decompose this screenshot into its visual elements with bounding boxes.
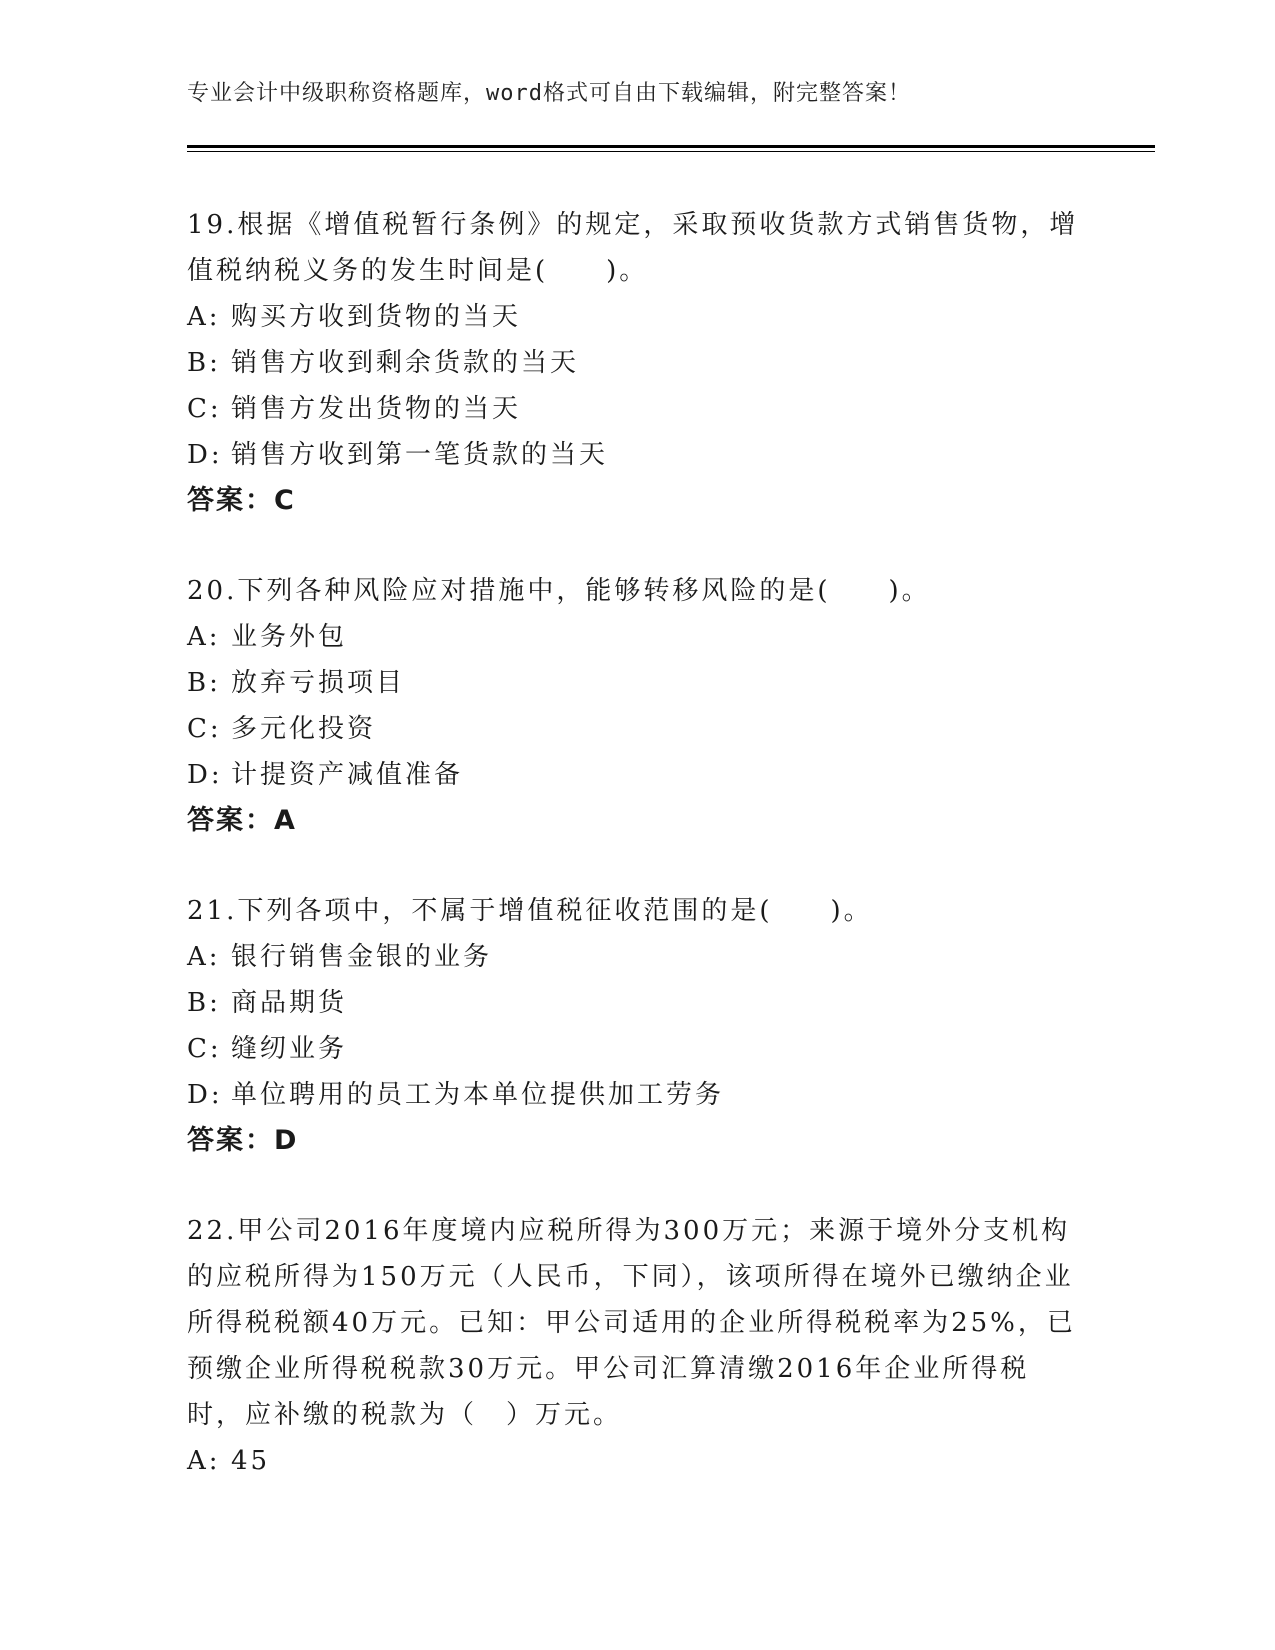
- option-text: 销售方收到第一笔货款的当天: [231, 440, 609, 470]
- option-text: 缝纫业务: [231, 1034, 348, 1064]
- option-text: 商品期货: [231, 988, 348, 1018]
- header-divider-thick: [187, 145, 1155, 148]
- option-letter: B:: [187, 668, 221, 698]
- option-letter: D:: [187, 1080, 223, 1110]
- option-c: [187, 1026, 1087, 1072]
- question-stem: 19.根据《增值税暂行条例》的规定，采取预收货款方式销售货物，增值税纳税义务的发生时间是( )。: [187, 210, 1079, 286]
- question-20: [187, 568, 1087, 844]
- option-text: 单位聘用的员工为本单位提供加工劳务: [231, 1080, 725, 1110]
- option-text: 购买方收到货物的当天: [231, 302, 522, 332]
- answer-label: 答案：A: [187, 805, 297, 836]
- question-19: [187, 202, 1087, 524]
- question-21: [187, 888, 1087, 1164]
- option-text: 45: [231, 1446, 271, 1476]
- option-letter: A:: [187, 622, 221, 652]
- question-22: [187, 1208, 1087, 1484]
- answer-label: 答案：D: [187, 1125, 299, 1156]
- option-letter: A:: [187, 942, 221, 972]
- option-text: 业务外包: [231, 622, 348, 652]
- option-letter: B:: [187, 988, 221, 1018]
- question-stem: 20.下列各种风险应对措施中，能够转移风险的是( )。: [187, 576, 931, 606]
- option-text: 销售方收到剩余货款的当天: [231, 348, 580, 378]
- option-letter: A:: [187, 302, 221, 332]
- option-letter: A:: [187, 1446, 221, 1476]
- option-a: [187, 1438, 1087, 1484]
- option-c: [187, 706, 1087, 752]
- option-d: [187, 432, 1087, 478]
- option-letter: C:: [187, 714, 222, 744]
- option-text: 销售方发出货物的当天: [231, 394, 522, 424]
- option-text: 多元化投资: [231, 714, 377, 744]
- option-letter: C:: [187, 1034, 222, 1064]
- option-a: [187, 934, 1087, 980]
- option-b: [187, 660, 1087, 706]
- question-stem: 21.下列各项中，不属于增值税征收范围的是( )。: [187, 896, 873, 926]
- question-stem: 22.甲公司2016年度境内应税所得为300万元；来源于境外分支机构的应税所得为150万元（人民币，下同），该项所得在境外已缴纳企业所得税税额40万元。已知：甲公司适用的企业所得税税率为25%，已预缴企业所得税税款30万元。甲公司汇算清缴2016年企业所得税时，应补缴的税款为（ ）万元。: [187, 1216, 1076, 1430]
- option-letter: B:: [187, 348, 221, 378]
- header-divider-thin: [187, 151, 1155, 152]
- option-letter: C:: [187, 394, 222, 424]
- option-text: 放弃亏损项目: [231, 668, 406, 698]
- option-text: 银行销售金银的业务: [231, 942, 493, 972]
- option-d: [187, 752, 1087, 798]
- question-list: [187, 202, 1087, 1528]
- answer-label: 答案：C: [187, 485, 296, 516]
- page-header: 专业会计中级职称资格题库，word格式可自由下载编辑，附完整答案！: [187, 81, 911, 106]
- option-text: 计提资产减值准备: [231, 760, 464, 790]
- option-a: [187, 294, 1087, 340]
- option-a: [187, 614, 1087, 660]
- option-letter: D:: [187, 440, 223, 470]
- option-b: [187, 340, 1087, 386]
- option-d: [187, 1072, 1087, 1118]
- option-b: [187, 980, 1087, 1026]
- option-letter: D:: [187, 760, 223, 790]
- option-c: [187, 386, 1087, 432]
